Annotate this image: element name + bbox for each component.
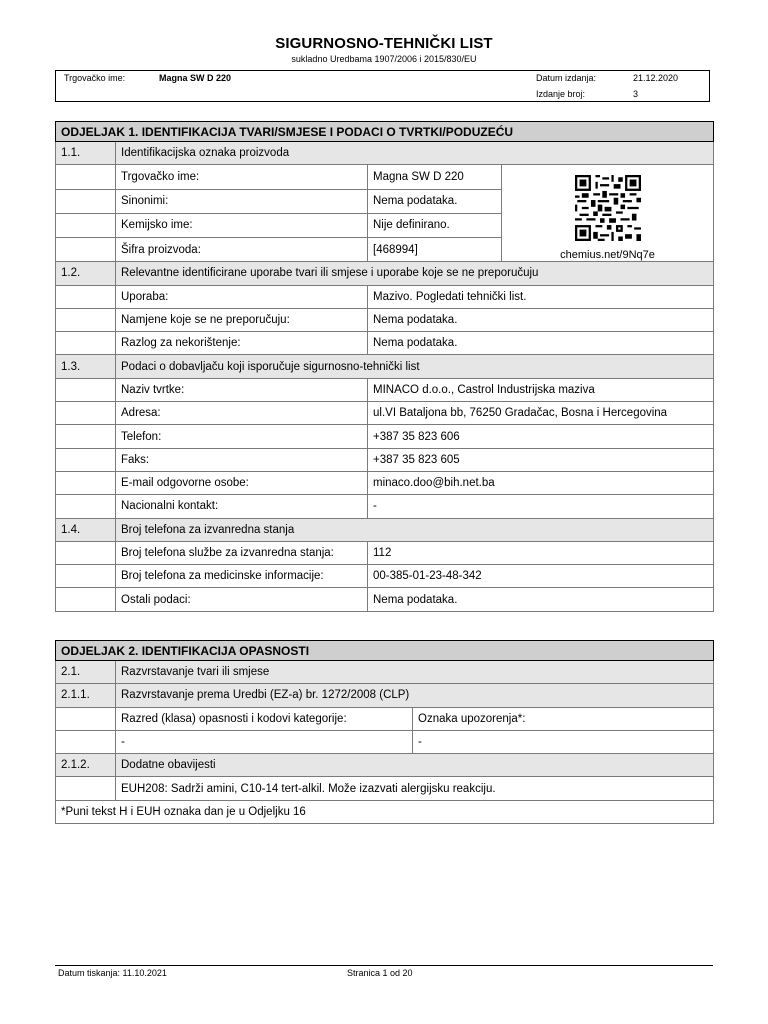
subsection-title: Dodatne obavijesti	[116, 754, 714, 777]
table-row	[56, 308, 714, 331]
row-label: Naziv tvrtke:	[116, 378, 368, 401]
qr-code-icon	[575, 175, 641, 241]
subsection-number: 2.1.	[56, 661, 116, 684]
warning-value: -	[413, 730, 714, 753]
table-row	[56, 285, 714, 308]
row-value: ul.VI Bataljona bb, 76250 Gradačac, Bosna i Hercegovina	[368, 402, 714, 425]
document-subtitle: sukladno Uredbama 1907/2006 i 2015/830/EU	[291, 54, 477, 64]
subsection-title: Relevantne identificirane uporabe tvari ili smjese i uporabe koje se ne preporučuju	[116, 262, 714, 285]
row-value: Nema podataka.	[368, 189, 502, 213]
row-label: Kemijsko ime:	[116, 213, 368, 237]
row-label: Namjene koje se ne preporučuju:	[116, 308, 368, 331]
row-value: 00-385-01-23-48-342	[368, 565, 714, 588]
row-label: Ostali podaci:	[116, 588, 368, 611]
row-label: Sinonimi:	[116, 189, 368, 213]
subsection-number: 2.1.2.	[56, 754, 116, 777]
subsection-2-1-2	[56, 754, 714, 777]
section-2-heading: ODJELJAK 2. IDENTIFIKACIJA OPASNOSTI	[56, 641, 714, 661]
row-label: Trgovačko ime:	[116, 165, 368, 189]
subsection-title: Razvrstavanje prema Uredbi (EZ-a) br. 1272/2008 (CLP)	[116, 684, 714, 707]
row-label: Razlog za nekorištenje:	[116, 332, 368, 355]
row-label: Broj telefona za medicinske informacije:	[116, 565, 368, 588]
subsection-title: Broj telefona za izvanredna stanja	[116, 518, 714, 541]
hazard-class-value: -	[116, 730, 413, 753]
table-row	[56, 425, 714, 448]
section-1-heading: ODJELJAK 1. IDENTIFIKACIJA TVARI/SMJESE I PODACI O TVRTKI/PODUZEĆU	[56, 122, 714, 142]
subsection-1-4	[56, 518, 714, 541]
footer-divider	[55, 965, 713, 966]
table-row	[56, 730, 714, 753]
subsection-number: 2.1.1.	[56, 684, 116, 707]
table-row	[56, 777, 714, 800]
edition-value: 3	[633, 89, 639, 99]
row-label: Uporaba:	[116, 285, 368, 308]
table-row	[56, 402, 714, 425]
trade-name-value: Magna SW D 220	[159, 73, 232, 83]
page-number: Stranica 1 od 20	[347, 968, 413, 978]
row-value: Nije definirano.	[368, 213, 502, 237]
row-label: Broj telefona službe za izvanredna stanja:	[116, 541, 368, 564]
row-value: MINACO d.o.o., Castrol Industrijska maziva	[368, 378, 714, 401]
row-value: Nema podataka.	[368, 308, 714, 331]
row-value: Mazivo. Pogledati tehnički list.	[368, 285, 714, 308]
header-box	[55, 70, 710, 102]
subsection-1-3	[56, 355, 714, 378]
row-value: -	[368, 495, 714, 518]
table-row	[56, 707, 714, 730]
table-row	[56, 800, 714, 823]
subsection-2-1-1	[56, 684, 714, 707]
table-row	[56, 471, 714, 494]
table-row	[56, 165, 714, 189]
warning-label: Oznaka upozorenja*:	[413, 707, 714, 730]
subsection-number: 1.4.	[56, 518, 116, 541]
subsection-number: 1.2.	[56, 262, 116, 285]
table-row	[56, 588, 714, 611]
subsection-number: 1.3.	[56, 355, 116, 378]
edition-label: Izdanje broj:	[536, 89, 586, 99]
subsection-1-1	[56, 142, 714, 165]
row-value: +387 35 823 605	[368, 448, 714, 471]
euh-statement: EUH208: Sadrži amini, C10-14 tert-alkil. Može izazvati alergijsku reakciju.	[116, 777, 714, 800]
trade-name-label: Trgovačko ime:	[64, 73, 126, 83]
table-row	[56, 565, 714, 588]
row-value: Magna SW D 220	[368, 165, 502, 189]
subsection-number: 1.1.	[56, 142, 116, 165]
table-row	[56, 332, 714, 355]
row-value: +387 35 823 606	[368, 425, 714, 448]
subsection-title: Podaci o dobavljaču koji isporučuje sigurnosno-tehnički list	[116, 355, 714, 378]
row-value: minaco.doo@bih.net.ba	[368, 471, 714, 494]
print-date: Datum tiskanja: 11.10.2021	[58, 968, 167, 978]
hazard-class-label: Razred (klasa) opasnosti i kodovi kategorije:	[116, 707, 413, 730]
subsection-2-1	[56, 661, 714, 684]
subsection-title: Identifikacijska oznaka proizvoda	[116, 142, 714, 165]
table-row	[56, 448, 714, 471]
row-label: Nacionalni kontakt:	[116, 495, 368, 518]
row-label: Šifra proizvoda:	[116, 238, 368, 262]
row-value: [468994]	[368, 238, 502, 262]
issue-date-value: 21.12.2020	[633, 73, 679, 83]
table-row	[56, 495, 714, 518]
row-value: 112	[368, 541, 714, 564]
row-label: Faks:	[116, 448, 368, 471]
section-2-table	[55, 640, 714, 824]
row-value: Nema podataka.	[368, 588, 714, 611]
table-row	[56, 541, 714, 564]
document-title: SIGURNOSNO-TEHNIČKI LIST	[275, 35, 493, 52]
table-row	[56, 378, 714, 401]
subsection-title: Razvrstavanje tvari ili smjese	[116, 661, 714, 684]
qr-cell	[502, 165, 714, 262]
section-1-table	[55, 121, 714, 612]
subsection-1-2	[56, 262, 714, 285]
row-label: Telefon:	[116, 425, 368, 448]
row-value: Nema podataka.	[368, 332, 714, 355]
row-label: E-mail odgovorne osobe:	[116, 471, 368, 494]
footnote: *Puni tekst H i EUH oznaka dan je u Odjeljku 16	[56, 800, 714, 823]
qr-link[interactable]: chemius.net/9Nq7e	[560, 249, 655, 262]
row-label: Adresa:	[116, 402, 368, 425]
issue-date-label: Datum izdanja:	[536, 73, 597, 83]
